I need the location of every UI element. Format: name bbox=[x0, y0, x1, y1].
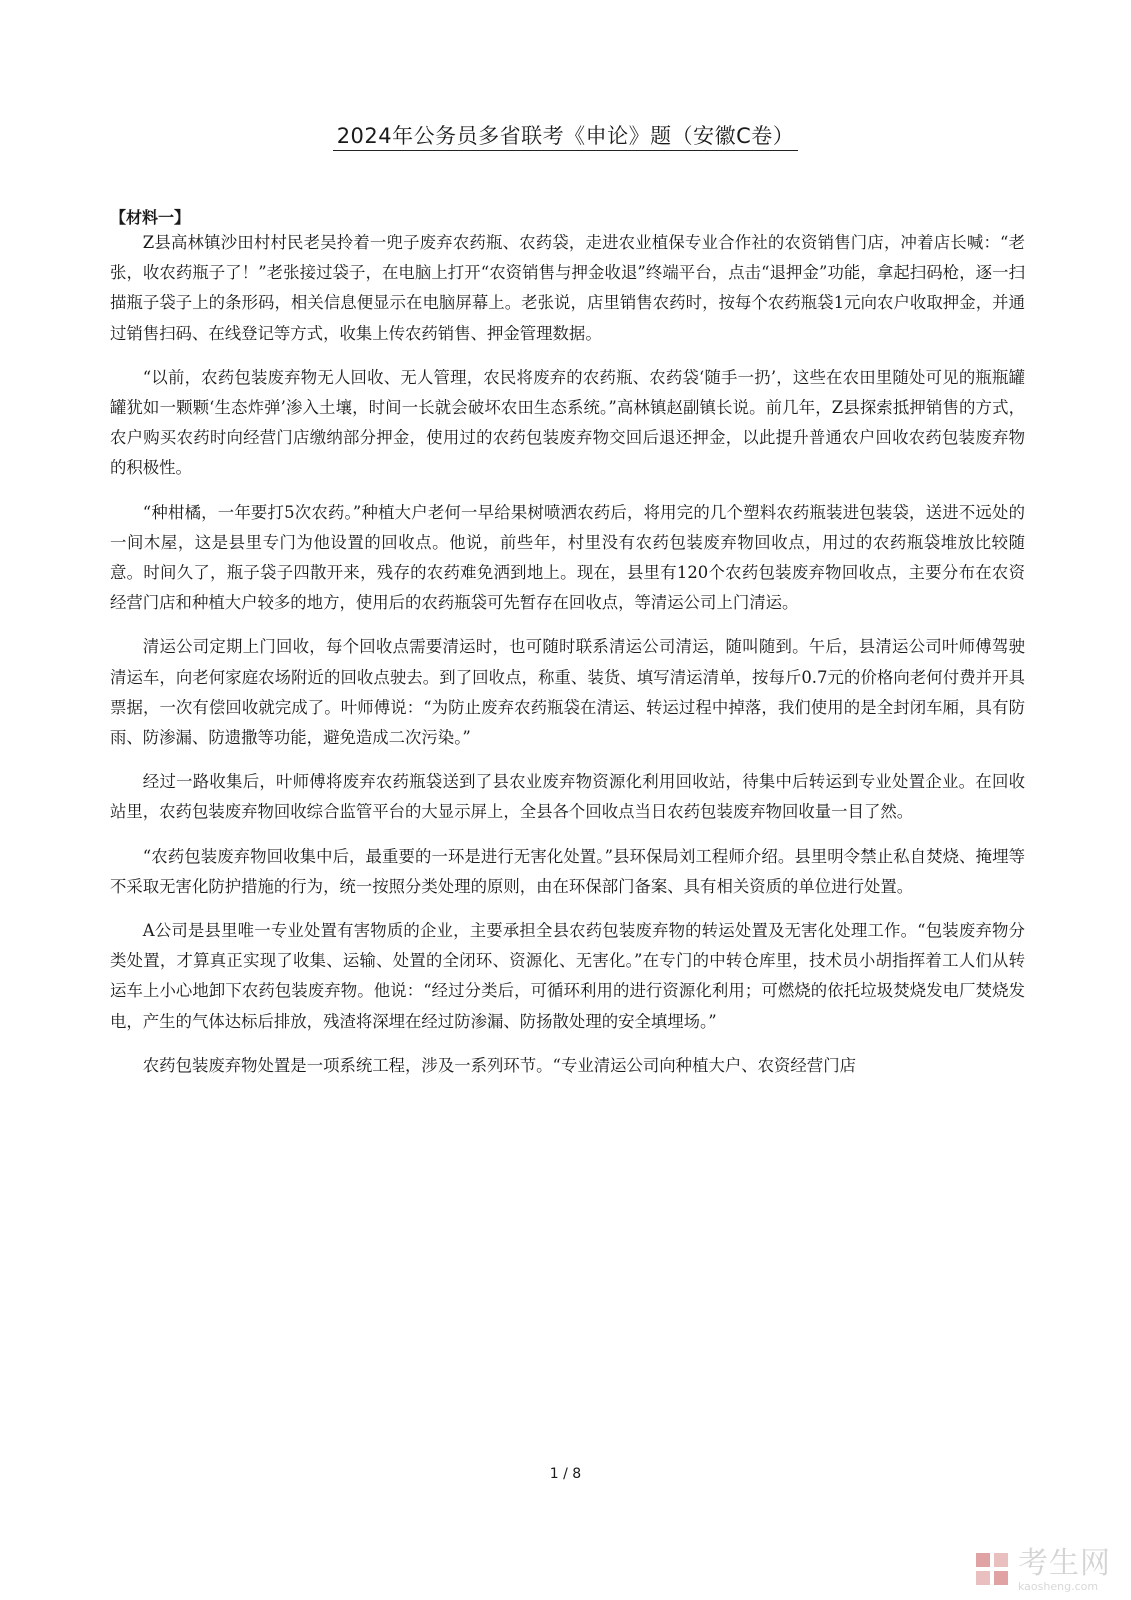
paragraph: “以前，农药包装废弃物无人回收、无人管理，农民将废弃的农药瓶、农药袋‘随手一扔’，这些在农田里随处可见的瓶瓶罐罐犹如一颗颗‘生态炸弹’渗入土壤，时间一长就会破坏农田生态系统。”高林镇赵副镇长说。前几年，Z县探索抵押销售的方式，农户购买农药时向经营门店缴纳部分押金，使用过的农药包装废弃物交回后退还押金，以此提升普通农户回收农药包装废弃物的积极性。 bbox=[110, 367, 1025, 478]
paragraph: A公司是县里唯一专业处置有害物质的企业，主要承担全县农药包装废弃物的转运处置及无害化处理工作。“包装废弃物分类处置，才算真正实现了收集、运输、处置的全闭环、资源化、无害化。”在专门的中转仓库里，技术员小胡指挥着工人们从转运车上小心地卸下农药包装废弃物。他说：“经过分类后，可循环利用的进行资源化利用；可燃烧的依托垃圾焚烧发电厂焚烧发电，产生的气体达标后排放，残渣将深埋在经过防渗漏、防扬散处理的安全填埋场。” bbox=[110, 921, 1025, 1031]
document-body bbox=[110, 228, 1025, 1095]
paragraph: 农药包装废弃物处置是一项系统工程，涉及一系列环节。“专业清运公司向种植大户、农资经营门店 bbox=[142, 1055, 856, 1075]
page-title-text: 2024年公务员多省联考《申论》题（安徽C卷） bbox=[333, 124, 799, 151]
paragraph: 清运公司定期上门回收，每个回收点需要清运时，也可随时联系清运公司清运，随叫随到。午后，县清运公司叶师傅驾驶清运车，向老何家庭农场附近的回收点驶去。到了回收点，称重、装货、填写清运清单，按每斤0.7元的价格向老何付费并开具票据，一次有偿回收就完成了。叶师傅说：“为防止废弃农药瓶袋在清运、转运过程中掉落，我们使用的是全封闭车厢，具有防雨、防渗漏、防遗撒等功能，避免造成二次污染。” bbox=[110, 637, 1025, 748]
section-heading: 【材料一】 bbox=[110, 208, 191, 227]
paragraph: “农药包装废弃物回收集中后，最重要的一环是进行无害化处置。”县环保局刘工程师介绍。县里明令禁止私自焚烧、掩埋等不采取无害化防护措施的行为，统一按照分类处理的原则，由在环保部门备案、具有相关资质的单位进行处置。 bbox=[110, 846, 1025, 896]
watermark-brand: 考生网 bbox=[1018, 1546, 1111, 1581]
paragraph: “种柑橘，一年要打5次农药。”种植大户老何一早给果树喷洒农药后，将用完的几个塑料农药瓶装进包装袋，送进不远处的一间木屋，这是县里专门为他设置的回收点。他说，前些年，村里没有农药包装废弃物回收点，用过的农药瓶袋堆放比较随意。时间久了，瓶子袋子四散开来，残存的农药难免洒到地上。现在，县里有120个农药包装废弃物回收点，主要分布在农资经营门店和种植大户较多的地方，使用后的农药瓶袋可先暂存在回收点，等清运公司上门清运。 bbox=[110, 502, 1025, 613]
page-number: 1 / 8 bbox=[549, 1466, 582, 1482]
watermark-url: kaosheng.com bbox=[1018, 1580, 1099, 1593]
kaosheng-logo-icon bbox=[974, 1551, 1010, 1591]
paragraph: Z县高林镇沙田村村民老吴拎着一兜子废弃农药瓶、农药袋，走进农业植保专业合作社的农资销售门店，冲着店长喊：“老张，收农药瓶子了！”老张接过袋子，在电脑上打开“农资销售与押金收退”终端平台，点击“退押金”功能，拿起扫码枪，逐一扫描瓶子袋子上的条形码，相关信息便显示在电脑屏幕上。老张说，店里销售农药时，按每个农药瓶袋1元向农户收取押金，并通过销售扫码、在线登记等方式，收集上传农药销售、押金管理数据。 bbox=[110, 233, 1025, 343]
watermark bbox=[974, 1546, 1111, 1593]
page-title bbox=[0, 120, 1131, 150]
paragraph: 经过一路收集后，叶师傅将废弃农药瓶袋送到了县农业废弃物资源化利用回收站，待集中后转运到专业处置企业。在回收站里，农药包装废弃物回收综合监管平台的大显示屏上，全县各个回收点当日农药包装废弃物回收量一目了然。 bbox=[110, 772, 1025, 822]
